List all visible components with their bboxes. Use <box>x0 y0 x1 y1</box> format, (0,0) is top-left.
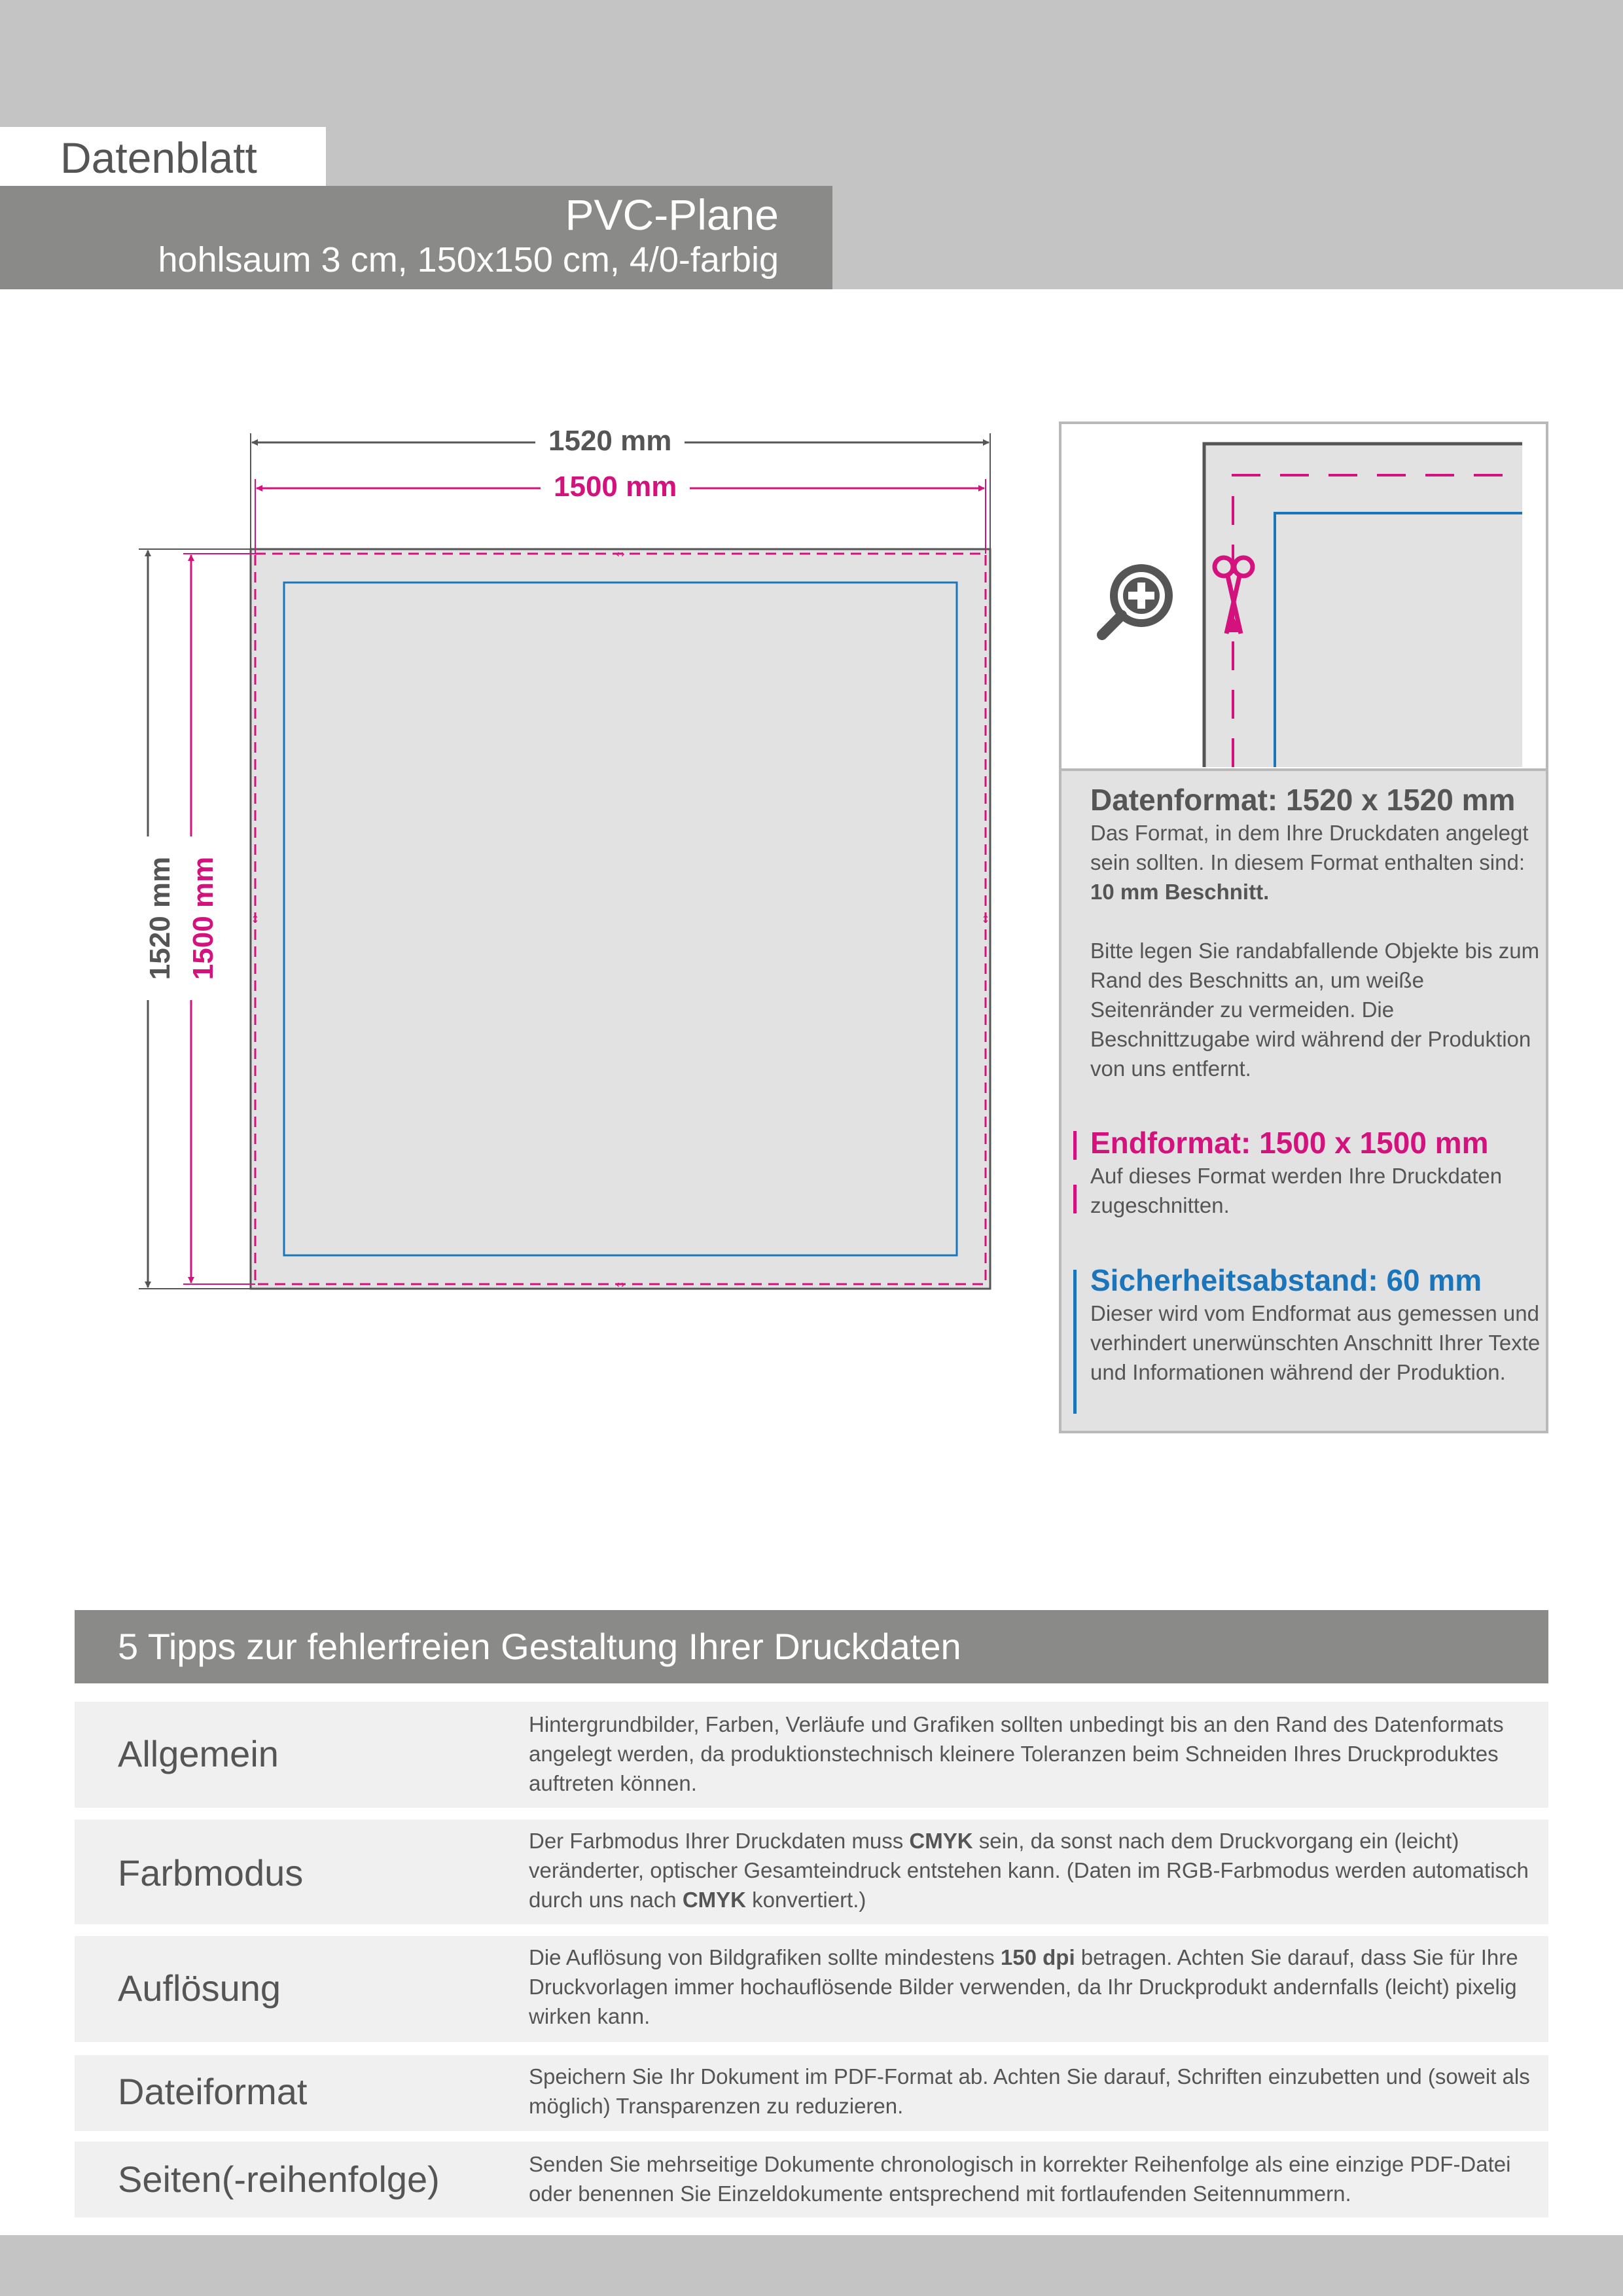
tip-text: Der Farbmodus Ihrer Druckdaten muss CMYK sein, da sonst nach dem Druckvorgang ein (leicht) veränderter, optischer Gesamteindruck entstehen kann. (Daten im RGB-Farbmodus werden automatisch durch uns nach CMYK konvertiert.) <box>529 1829 1529 1912</box>
width-inner-label: 1500 mm <box>541 469 690 505</box>
product-subtitle: hohlsaum 3 cm, 150x150 cm, 4/0-farbig <box>158 240 779 279</box>
tip-text: Hintergrundbilder, Farben, Verläufe und Grafiken sollten unbedingt bis an den Rand des Datenformats angelegt werden, da produktionstechnisch kleinere Toleranzen beim Schneiden Ihres Druckproduktes auftreten können. <box>529 1712 1504 1795</box>
document-type-label: Datenblatt <box>60 134 257 182</box>
svg-text:↕: ↕ <box>251 913 260 925</box>
data-format-heading: Datenformat: 1520 x 1520 mm <box>1090 783 1516 817</box>
height-outer-label: 1520 mm <box>142 836 179 1000</box>
safety-description: Dieser wird vom Endformat aus gemessen und verhindert unerwünschten Anschnitt Ihrer Texte und Informationen während der Produktion. <box>1090 1301 1541 1384</box>
data-format-description: Das Format, in dem Ihre Druckdaten angelegt sein sollten. In diesem Format enthalten sind: 10 mm Beschnitt. <box>1090 821 1529 904</box>
svg-text:↔: ↔ <box>616 1278 625 1291</box>
end-format-marker <box>1073 1185 1077 1213</box>
data-format-area <box>251 549 990 1289</box>
width-outer-label: 1520 mm <box>535 423 685 459</box>
corner-detail-graphic <box>1061 424 1546 768</box>
tip-text: Senden Sie mehrseitige Dokumente chronologisch in korrekter Reihenfolge als eine einzige PDF-Datei oder benennen Sie Einzeldokumente entsprechend mit fortlaufenden Seitennummern. <box>529 2152 1511 2206</box>
tip-label: Farbmodus <box>118 1852 304 1893</box>
tip-label: Allgemein <box>118 1733 279 1774</box>
safety-heading: Sicherheitsabstand: 60 mm <box>1090 1263 1482 1297</box>
svg-text:↔: ↔ <box>616 548 625 560</box>
product-title: PVC-Plane <box>565 190 779 239</box>
svg-text:↕: ↕ <box>981 913 990 925</box>
height-inner-label: 1500 mm <box>185 836 222 1000</box>
tip-label: Dateiformat <box>118 2071 308 2112</box>
tip-text: Speichern Sie Ihr Dokument im PDF-Format ab. Achten Sie darauf, Schriften einzubetten und (soweit als möglich) Transparenzen zu reduzieren. <box>529 2064 1530 2118</box>
tips-title: 5 Tipps zur fehlerfreien Gestaltung Ihrer Druckdaten <box>118 1626 961 1667</box>
safety-marker <box>1073 1270 1077 1414</box>
end-format-marker <box>1073 1131 1077 1160</box>
footer-band <box>0 2235 1623 2296</box>
end-format-heading: Endformat: 1500 x 1500 mm <box>1090 1126 1489 1160</box>
bleed-note: Bitte legen Sie randabfallende Objekte bis zum Rand des Beschnitts an, um weiße Seitenränder zu vermeiden. Die Beschnittzugabe wird während der Produktion von uns entfernt. <box>1090 939 1540 1081</box>
tip-label: Auflösung <box>118 1967 281 2009</box>
end-format-description: Auf dieses Format werden Ihre Druckdaten zugeschnitten. <box>1090 1164 1503 1217</box>
tip-label: Seiten(-reihenfolge) <box>118 2159 440 2200</box>
zoom-in-icon <box>1102 568 1169 635</box>
tip-text: Die Auflösung von Bildgrafiken sollte mindestens 150 dpi betragen. Achten Sie darauf, dass Sie für Ihre Druckvorlagen immer hochauflösende Bilder verwenden, da Ihr Druckprodukt andernfalls (leicht) pixelig wirken kann. <box>529 1945 1518 2028</box>
